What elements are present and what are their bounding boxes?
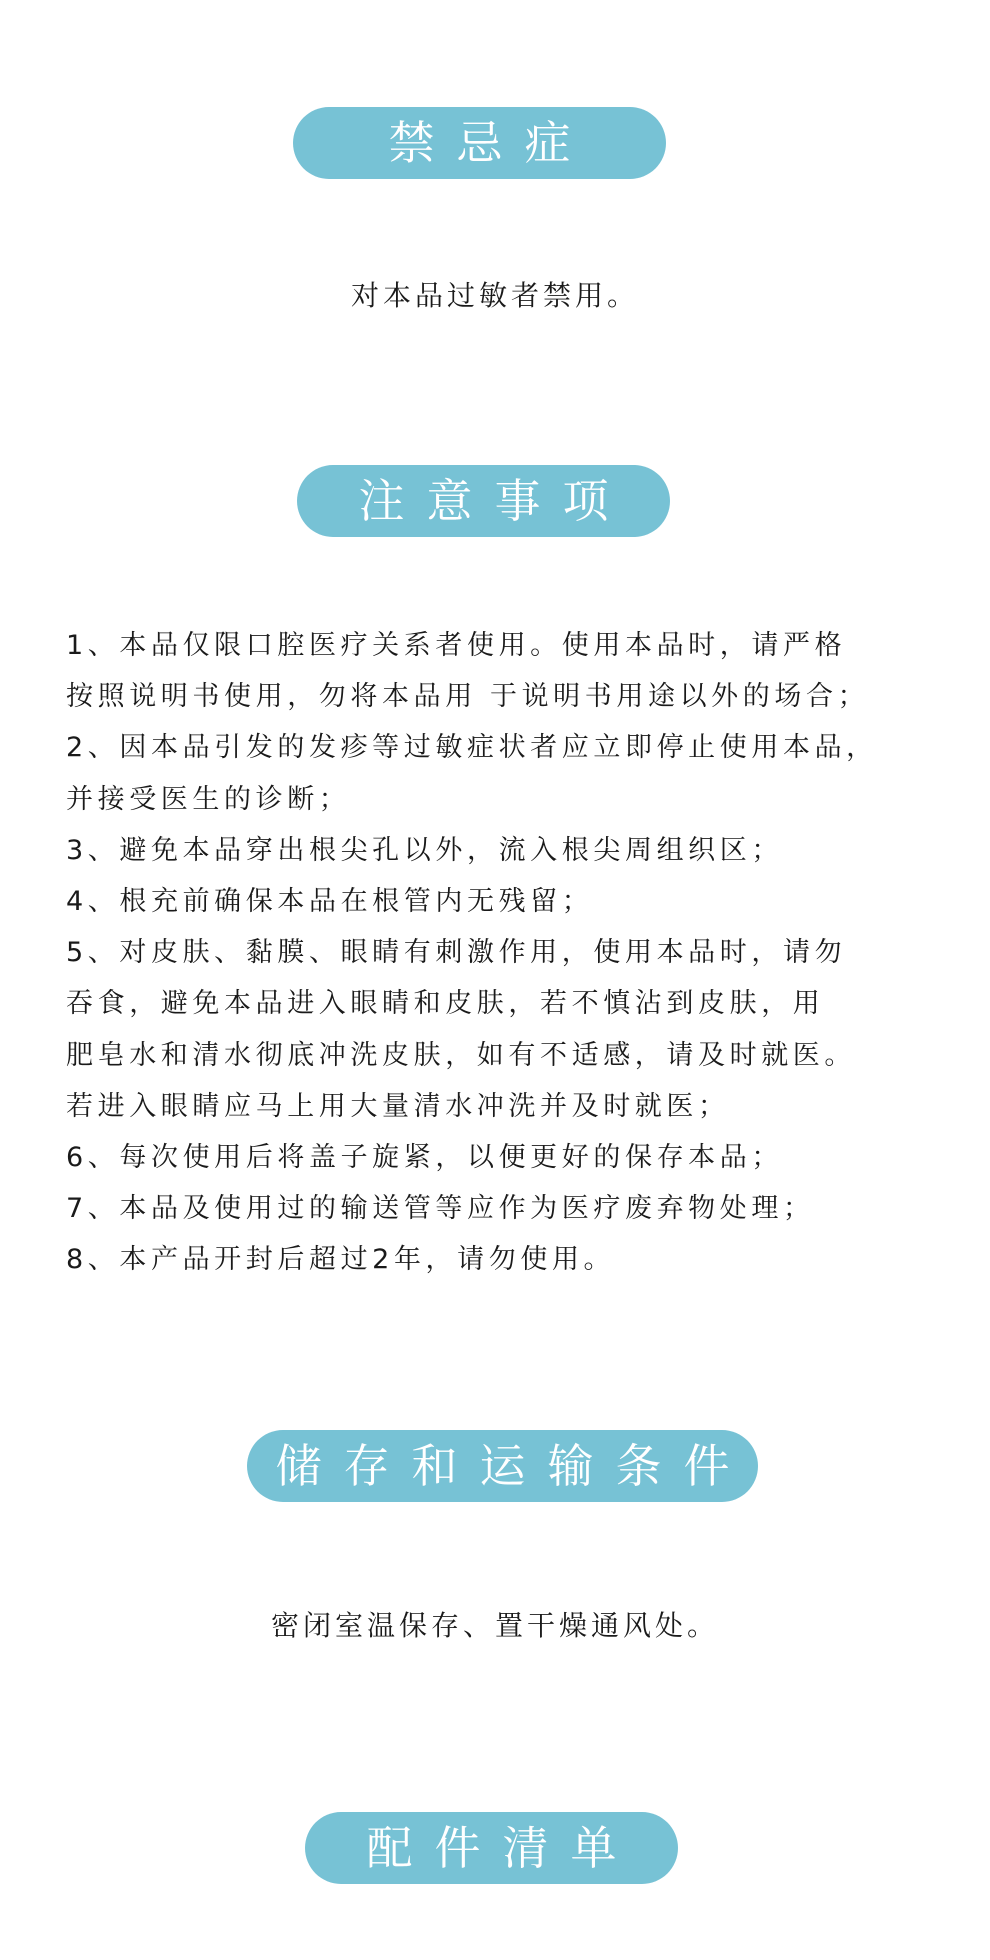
precautions-line: 2、因本品引发的发疹等过敏症状者应立即停止使用本品， [66,732,878,764]
storage-text: 密闭室温保存、置干燥通风处。 [270,1609,719,1642]
contraindications-text: 对本品过敏者禁用。 [350,279,639,312]
precautions-line: 肥皂水和清水彻底冲洗皮肤，如有不适感，请及时就医。 [66,1039,856,1071]
precautions-line: 若进入眼睛应马上用大量清水冲洗并及时就医； [66,1090,730,1122]
precautions-line: 1、本品仅限口腔医疗关系者使用。使用本品时，请严格 [66,630,847,661]
accessories-heading: 配件清单 [305,1812,678,1884]
precautions-line: 4、根充前确保本品在根管内无残留； [66,885,594,917]
storage-heading: 储存和运输条件 [247,1430,758,1502]
precautions-line: 8、本产品开封后超过2年，请勿使用。 [66,1244,616,1276]
precautions-line: 7、本品及使用过的输送管等应作为医疗废弃物处理； [66,1193,815,1225]
precautions-line: 6、每次使用后将盖子旋紧，以便更好的保存本品； [66,1141,783,1173]
contraindications-heading: 禁忌症 [293,107,666,179]
precautions-line: 3、避免本品穿出根尖孔以外，流入根尖周组织区； [66,834,783,866]
precautions-line: 5、对皮肤、黏膜、眼睛有刺激作用，使用本品时，请勿 [66,937,847,969]
precautions-heading: 注意事项 [297,465,670,537]
precautions-list [66,620,966,1285]
precautions-line: 按照说明书使用，勿将本品用 于说明书用途以外的场合； [66,681,870,713]
precautions-line: 并接受医生的诊断； [66,783,351,815]
precautions-line: 吞食，避免本品进入眼睛和皮肤，若不慎沾到皮肤，用 [66,988,825,1020]
